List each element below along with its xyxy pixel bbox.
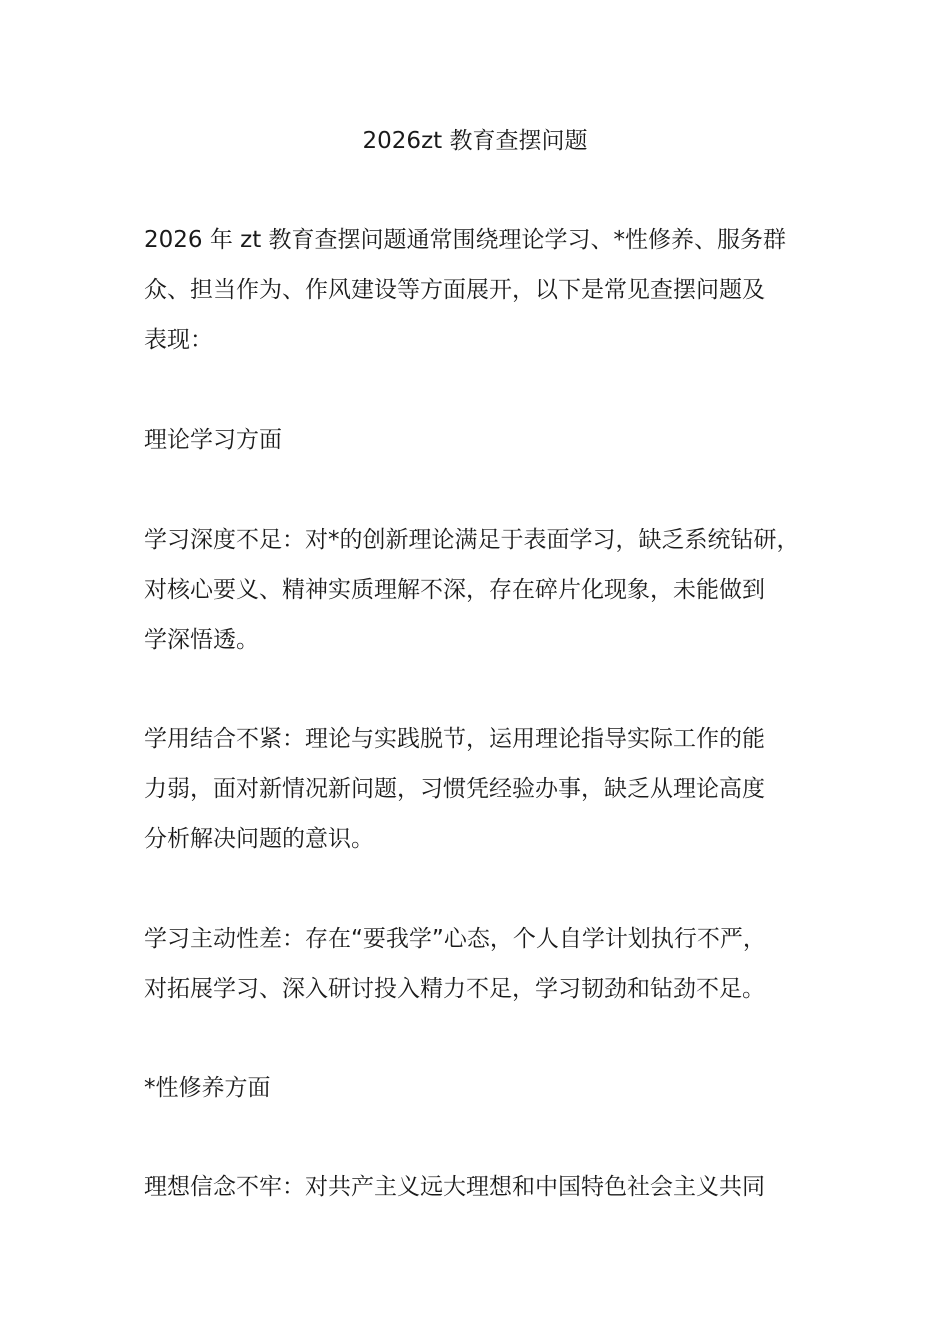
intro-line: 表现： bbox=[144, 327, 213, 353]
paragraph-line: 学习深度不足：对*的创新理论满足于表面学习，缺乏系统钻研， bbox=[144, 527, 800, 553]
paragraph-line: 理想信念不牢：对共产主义远大理想和中国特色社会主义共同 bbox=[144, 1174, 765, 1200]
paragraph-line: 分析解决问题的意识。 bbox=[144, 826, 374, 852]
document-title: 2026zt 教育查摆问题 bbox=[362, 128, 588, 154]
section-heading-text: *性修养方面 bbox=[144, 1075, 271, 1101]
theory-item-practice bbox=[144, 714, 824, 864]
section-heading-text: 理论学习方面 bbox=[144, 427, 282, 453]
paragraph-line: 对拓展学习、深入研讨投入精力不足，学习韧劲和钻劲不足。 bbox=[144, 976, 765, 1002]
theory-item-initiative bbox=[144, 914, 824, 1014]
paragraph-line: 学深悟透。 bbox=[144, 627, 259, 653]
intro-line: 众、担当作为、作风建设等方面展开，以下是常见查摆问题及 bbox=[144, 277, 765, 303]
paragraph-line: 力弱，面对新情况新问题，习惯凭经验办事，缺乏从理论高度 bbox=[144, 776, 765, 802]
paragraph-line: 对核心要义、精神实质理解不深，存在碎片化现象，未能做到 bbox=[144, 577, 765, 603]
section-heading-party bbox=[144, 1063, 824, 1113]
party-item-ideals bbox=[144, 1162, 824, 1212]
paragraph-line: 学用结合不紧：理论与实践脱节，运用理论指导实际工作的能 bbox=[144, 726, 765, 752]
intro-line: 2026 年 zt 教育查摆问题通常围绕理论学习、*性修养、服务群 bbox=[144, 227, 787, 253]
intro-paragraph bbox=[144, 215, 824, 365]
paragraph-line: 学习主动性差：存在“要我学”心态，个人自学计划执行不严， bbox=[144, 926, 766, 952]
theory-item-depth bbox=[144, 515, 824, 665]
section-heading-theory bbox=[144, 415, 824, 465]
